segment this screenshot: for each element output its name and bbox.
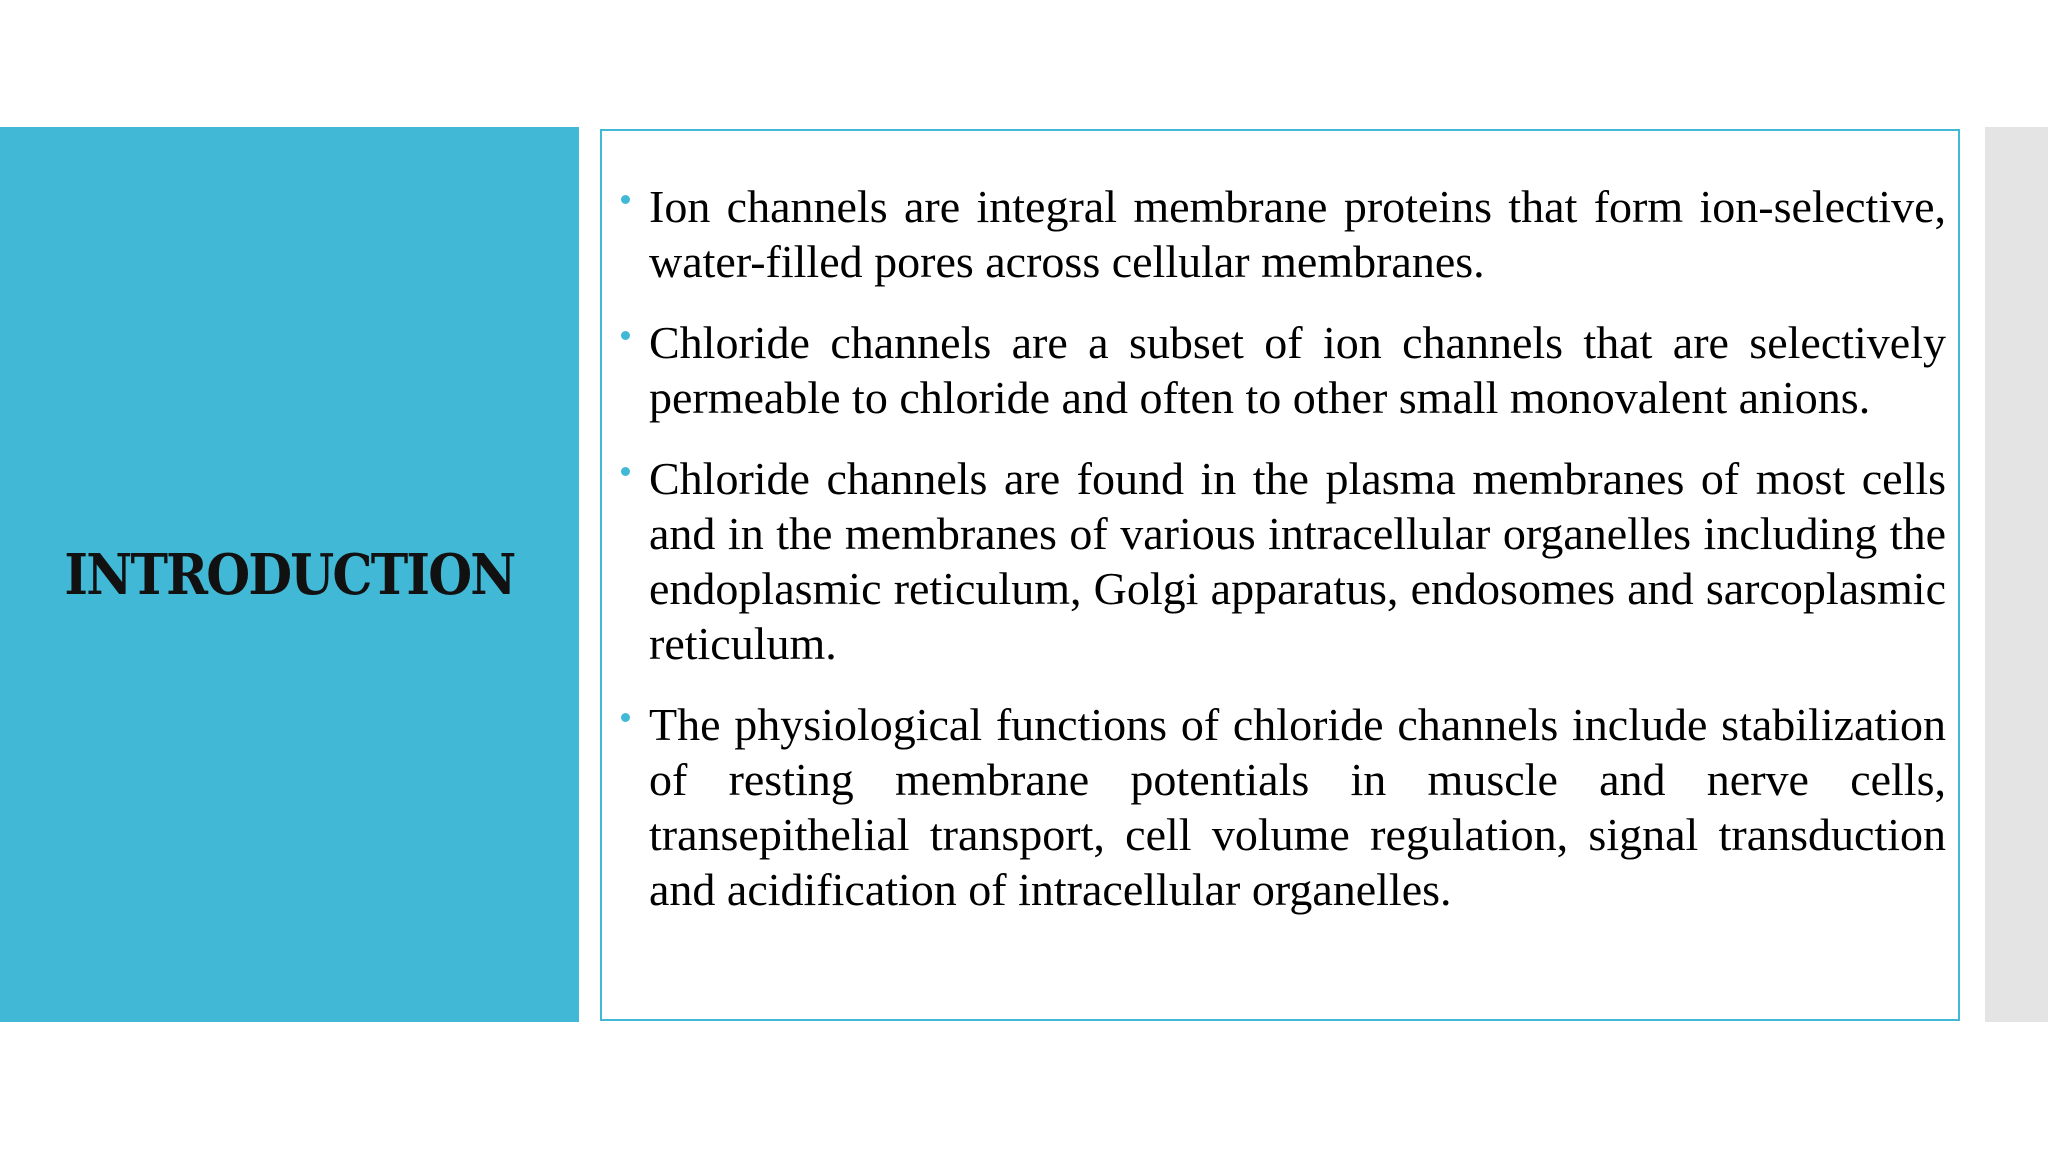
bullet-item (616, 315, 1946, 425)
content-box (600, 129, 1960, 1021)
bullet-dot-icon (621, 467, 630, 476)
bullet-text: The physiological functions of chloride channels include stabilization of resting membrane potentials in muscle and nerve cells, transepithelial transport, cell volume regulation, signal transduction and acidification of intracellular organelles. (649, 699, 1946, 915)
bullet-list (616, 179, 1946, 943)
bullet-text: Chloride channels are found in the plasma membranes of most cells and in the membranes of various intracellular organelles including the endoplasmic reticulum, Golgi apparatus, endosomes and sarcoplasmic reticulum. (649, 453, 1946, 669)
bullet-dot-icon (621, 331, 630, 340)
bullet-text: Ion channels are integral membrane proteins that form ion-selective, water-filled pores across cellular membranes. (649, 181, 1946, 287)
bullet-dot-icon (621, 195, 630, 204)
bullet-item (616, 697, 1946, 917)
bullet-item (616, 451, 1946, 671)
bullet-item (616, 179, 1946, 289)
bullet-dot-icon (621, 713, 630, 722)
bullet-text: Chloride channels are a subset of ion channels that are selectively permeable to chloride and often to other small monovalent anions. (649, 317, 1946, 423)
side-strip (1985, 127, 2048, 1022)
slide-title: INTRODUCTION (64, 541, 515, 608)
